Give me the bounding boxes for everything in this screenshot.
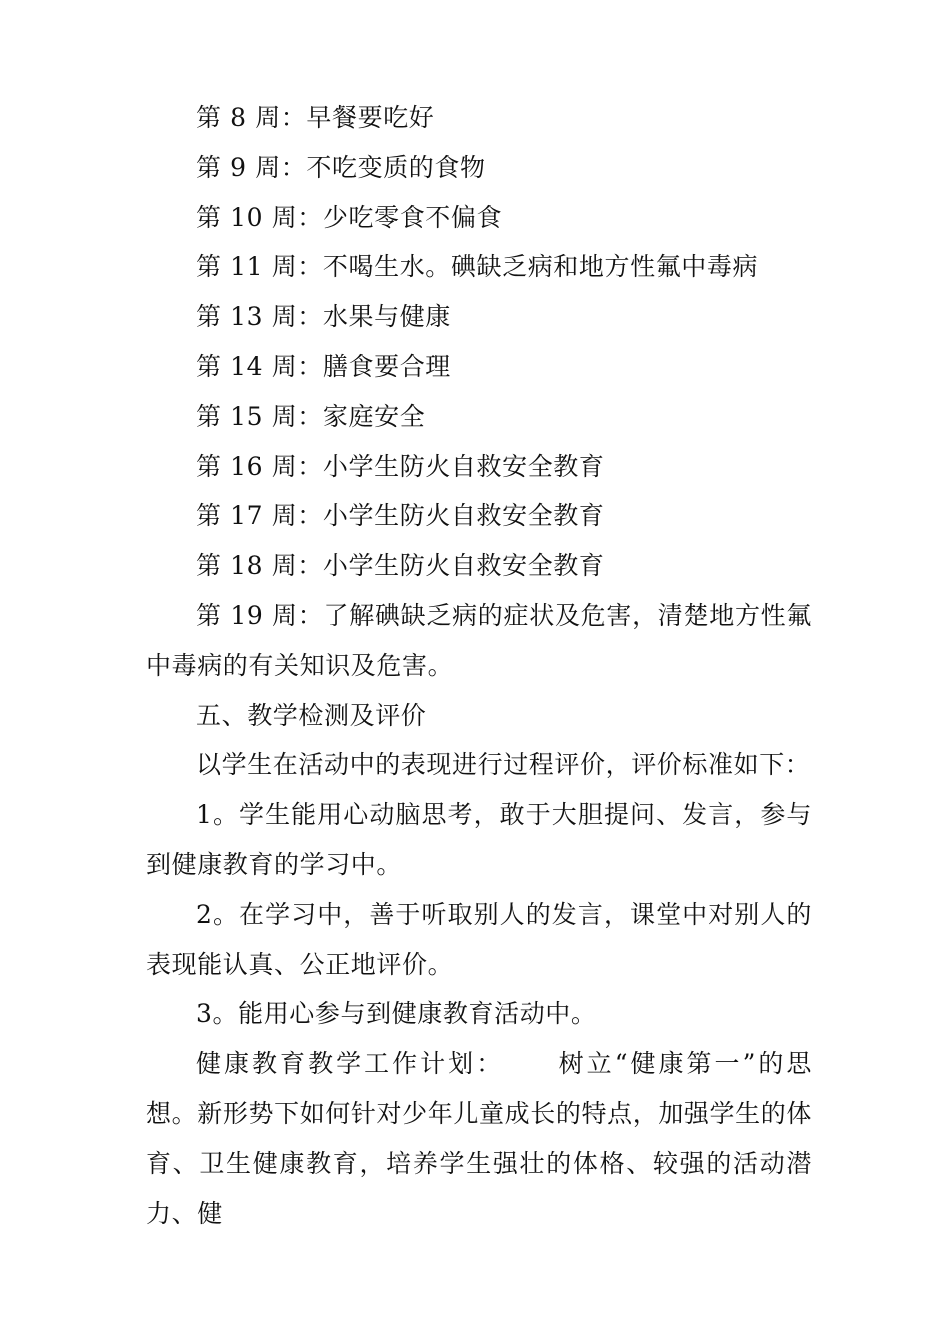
schedule-week-10: 第 10 周：少吃零食不偏食 — [196, 202, 503, 232]
plan-label: 健康教育教学工作计划： — [196, 1049, 505, 1079]
schedule-week-15: 第 15 周：家庭安全 — [196, 401, 426, 431]
schedule-week-19: 第 19 周：了解碘缺乏病的症状及危害，清楚地方性氟中毒病的有关知识及危害。 — [146, 600, 812, 680]
schedule-week-9: 第 9 周：不吃变质的食物 — [196, 152, 486, 182]
schedule-week-18: 第 18 周：小学生防火自救安全教育 — [196, 551, 605, 581]
evaluation-intro: 以学生在活动中的表现进行过程评价，评价标准如下： — [196, 750, 811, 780]
plan-paragraph — [146, 1039, 812, 1238]
document-body — [146, 93, 812, 1238]
criterion-2: 2。在学习中，善于听取别人的发言，课堂中对别人的表现能认真、公正地评价。 — [146, 899, 812, 979]
schedule-week-16: 第 16 周：小学生防火自救安全教育 — [196, 451, 605, 481]
schedule-week-17: 第 17 周：小学生防火自救安全教育 — [196, 501, 605, 531]
section-heading: 五、教学检测及评价 — [196, 700, 427, 730]
plan-text: 树立“健康第一”的思想。新形势下如何针对少年儿童成长的特点，加强学生的体育、卫生健康教育，培养学生强壮的体格、较强的活动潜力、健 — [146, 1049, 813, 1228]
schedule-week-14: 第 14 周：膳食要合理 — [196, 351, 451, 381]
criterion-1: 1。学生能用心动脑思考，敢于大胆提问、发言，参与到健康教育的学习中。 — [146, 800, 812, 879]
criterion-3: 3。能用心参与到健康教育活动中。 — [196, 999, 597, 1029]
schedule-week-8: 第 8 周：早餐要吃好 — [196, 103, 435, 132]
schedule-week-13: 第 13 周：水果与健康 — [196, 302, 451, 332]
schedule-week-11: 第 11 周：不喝生水。碘缺乏病和地方性氟中毒病 — [196, 252, 759, 282]
